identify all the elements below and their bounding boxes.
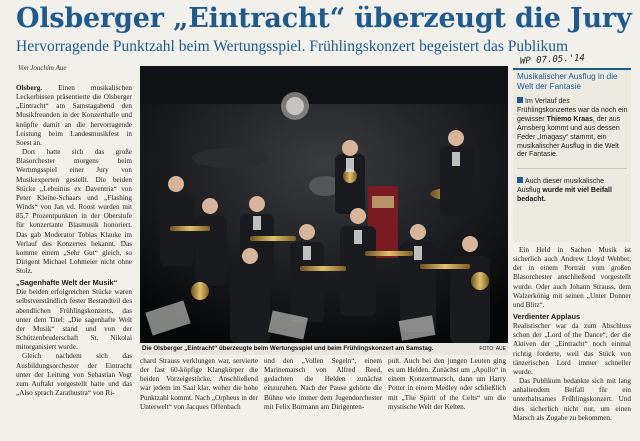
article-column-5: [513, 246, 631, 440]
info-box-item-2: [513, 175, 631, 207]
column-5-paragraph-3: Das Publikum bedankte sich mit lang anhaltendem Beifall für ein unterhaltsames Frühlingskonzert. Und dies sicherlich nicht nur, um einen Marsch als Zugabe zu bekommen.: [513, 377, 631, 422]
info-item-2-text-a: Auch dieser musikalische Ausflug: [517, 178, 604, 195]
section-heading-2: Verdienter Applaus: [513, 312, 581, 322]
concert-photo: [140, 66, 508, 343]
info-item-1-text-b: , der aus Arnsberg kommt und aus dessen Feder „Imagasy“ stammt, ein musikalischer Ausflug in die Welt der Fantasie.: [517, 115, 621, 159]
photo-credit: FOTO: AUE: [479, 346, 506, 352]
byline: Von Joachim Aue: [18, 64, 67, 72]
dateline: Olsberg.: [16, 84, 43, 92]
subheadline: Hervorragende Punktzahl beim Wertungsspiel. Frühlingskonzert begeistert das Publikum: [16, 38, 569, 55]
headline: Olsberger „Eintracht“ überzeugt die Jury: [16, 3, 632, 34]
info-box-item-1: [513, 95, 631, 162]
article-column-3: [264, 357, 382, 439]
column-5-paragraph-2: Realistischer war da zum Abschluss schon der „Lord of the Dance“, der die Aktiven der „Eintracht“ noch einmal richtig forderte, weil das Stück von tänzerischen Lord immer schneller wurde.: [513, 322, 631, 376]
column-4-text: pult. Auch bei den jungen Leuten ging es um Helden. Zunächst um „Apollo“ in einem Konzertmarsch, dann um Harry Potter in einem Medley oder schließlich mit „The Spirit of the Celts“ um die mystische Welt der Kelten.: [388, 357, 506, 411]
article-column-4: [388, 357, 506, 439]
paragraph-1-text: Einen musikalischen Leckerbissen präsentierte die Olsberger „Eintracht“ am Samstagabend den Musikfreunden in der Konzerthalle und knüpfte damit an die hervorragende Leistung beim Landesmusikfest in Soest an.: [16, 84, 132, 147]
column-5-paragraph-1: Ein Held in Sachen Musik ist sicherlich auch Andrew Lloyd Webber, der in einem Portrait vom großen Blasorchester anschließend vorgestellt wurde. Oder auch Johann Strauss, dem Walzerkönig mit seinen „Unter Donner und Blitz“.: [513, 246, 631, 309]
caption-text: Die Olsberger „Eintracht“ überzeugte beim Wertungsspiel und beim Frühlingskonzert am Samstag.: [142, 345, 434, 352]
handwritten-date-note: WP 07.05.'14: [519, 53, 586, 67]
orchestra-illustration: [140, 66, 508, 343]
info-box: [513, 68, 631, 242]
paragraph-1: [16, 84, 132, 148]
square-bullet-icon: [517, 177, 523, 183]
paragraph-3: Die beiden erfolgreichen Stücke waren selbstverständlich fester Bestandteil des abendlichen Frühlingskonzerts, das unter dem Titel: „Die sagenhafte Welt der Musik“ stand und von der Schützenbruderschaft St. Nikolai mitorganisiert wurde.: [16, 288, 132, 352]
paragraph-2: Dort hatte sich das große Blasorchester morgens beim Wertungsspiel einer Jury von Musikexperten gestellt. Die beiden Stücke „Lebuinus ex Daventria“ von Peter Kleine-Schaars und „Flashing Winds“ von Jan vd. Roost wurden mit 85,7 Prozentpunkten in der Oberstufe für konzertante Blasmusik honoriert. Das gab Moderator Tobias Klauke im Verlauf des Konzertes bekannt. Das komme einem „Sehr Gut“ gleich, so Dirigent Michael Lohmeier nicht ohne Stolz.: [16, 148, 132, 276]
info-item-2-text-b: wurde mit viel Beifall bedacht.: [517, 187, 612, 204]
info-box-divider: [517, 168, 627, 169]
section-heading-1: „Sagenhafte Welt der Musik“: [16, 278, 118, 288]
column-2-text: chard Strauss verklungen war, servierte der fast 60-köpfige Klangkörper die beiden Vorzeigestücke. Anschließend war jedem im Saal klar, woher die hohe Punktzahl kommt. Nach „Orpheus in der Unterwelt“ von Jacques Offenbach: [140, 357, 258, 411]
article-column-2: [140, 357, 258, 439]
info-item-1-name: Thiemo Kraas: [546, 115, 593, 123]
column-3-text: und den „Vollen Segeln“, einem Marinemarsch von Alfred Reed, gedachten die Helden zunächst einzuruhen. Nach der Pause gehörte die Bühne wie immer dem Jugendorchester mit Felix Burmann am Dirigenten-: [264, 357, 382, 411]
info-item-1-text-a: Im Verlauf des Frühlingskonzertes war da noch ein gewisser: [517, 98, 628, 123]
article-column-1: [16, 84, 132, 440]
photo-caption: [140, 343, 508, 355]
info-box-title: Musikalischer Ausflug in die Welt der Fantasie: [517, 72, 618, 91]
paragraph-4: Gleich nachdem sich das Ausbildungsorchester der Eintracht unter der Leitung von Sebastian Vogt zum Auftakt vorgestellt hatte und das „Also sprach Zarathustra“ von Ri-: [16, 352, 132, 397]
square-bullet-icon: [517, 97, 523, 103]
